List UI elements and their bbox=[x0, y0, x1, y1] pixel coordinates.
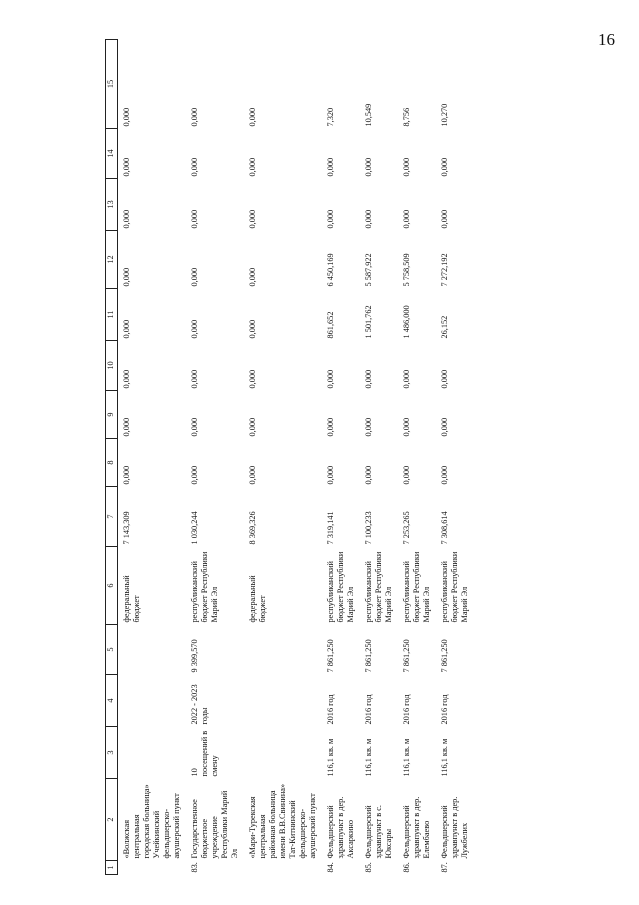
table-cell-c4: 2016 год bbox=[440, 694, 449, 725]
table-cell-n: 84. bbox=[326, 862, 335, 873]
table-cell-c5: 7 861,250 bbox=[364, 639, 373, 673]
table-cell-c10: 0,000 bbox=[326, 369, 335, 389]
table-cell-n: 83. bbox=[190, 862, 199, 873]
table-row bbox=[398, 40, 436, 875]
table-cell-c5 bbox=[244, 625, 322, 675]
table-cell-c6: республиканский бюджет Республики Марий Эл bbox=[402, 551, 431, 623]
table-cell-c12: 5 758,509 bbox=[402, 253, 411, 287]
table-cell-c8: 0,000 bbox=[190, 465, 199, 485]
table-cell-c5: 9 399,570 bbox=[190, 639, 199, 673]
table-cell-c14: 0,000 bbox=[364, 157, 373, 177]
page-number: 16 bbox=[598, 30, 615, 49]
table-cell-c13: 0,000 bbox=[190, 209, 199, 229]
table-row bbox=[186, 40, 244, 875]
table-cell-name: Фельдшерский здравпункт в дер. Елембаево bbox=[402, 796, 431, 859]
table-cell-c4: 2016 год bbox=[326, 694, 335, 725]
col-header: 12 bbox=[106, 231, 118, 289]
table-cell-c13: 0,000 bbox=[364, 209, 373, 229]
table-cell-c15: 0,000 bbox=[122, 107, 131, 127]
col-header: 9 bbox=[106, 391, 118, 439]
table-cell-c3: 116,1 кв. м bbox=[402, 738, 411, 777]
col-header: 10 bbox=[106, 341, 118, 391]
col-header: 11 bbox=[106, 289, 118, 341]
table-cell-name: Фельдшерский здравпункт в дер. Лужбелих bbox=[440, 796, 469, 859]
table-cell-c4 bbox=[244, 675, 322, 727]
table-cell-c7: 7 143,309 bbox=[122, 511, 131, 545]
table-cell-n: 87. bbox=[440, 862, 449, 873]
table-cell-c3 bbox=[244, 727, 322, 779]
table-cell-c10: 0,000 bbox=[402, 369, 411, 389]
table-cell-name: «Мари-Турекская центральная районная больница имени В.В.Свинина» Тат-Китнинский фельдшерско-акушерский пункт bbox=[248, 783, 317, 859]
table-cell-c3: 116,1 кв. м bbox=[326, 738, 335, 777]
table-cell-c9: 0,000 bbox=[402, 417, 411, 437]
table-row bbox=[436, 40, 474, 875]
table-cell-c4 bbox=[118, 675, 187, 727]
table-cell-c4: 2016 год bbox=[364, 694, 373, 725]
col-header: 6 bbox=[106, 547, 118, 625]
table-cell-c13: 0,000 bbox=[326, 209, 335, 229]
table-cell-c12: 6 450,169 bbox=[326, 253, 335, 287]
table-cell-c15: 10,270 bbox=[440, 103, 449, 127]
col-header: 2 bbox=[106, 779, 118, 861]
table-row bbox=[118, 40, 187, 875]
rotated-table-container bbox=[105, 40, 535, 875]
table-cell-c8: 0,000 bbox=[326, 465, 335, 485]
table-cell-name: «Волжская центральная городская больница» Учейкинский фельдшерско-акушерский пункт bbox=[122, 784, 181, 859]
table-cell-c7: 7 308,614 bbox=[440, 511, 449, 545]
table-row bbox=[244, 40, 322, 875]
table-cell-c13: 0,000 bbox=[440, 209, 449, 229]
table-cell-c10: 0,000 bbox=[440, 369, 449, 389]
table-cell-c5 bbox=[118, 625, 187, 675]
table-cell-c13: 0,000 bbox=[402, 209, 411, 229]
table-cell-c12: 0,000 bbox=[122, 267, 131, 287]
table-cell-c5: 7 861,250 bbox=[440, 639, 449, 673]
table-cell-c10: 0,000 bbox=[122, 369, 131, 389]
table-cell-c12: 7 272,192 bbox=[440, 253, 449, 287]
table-cell-c7: 1 030,244 bbox=[190, 511, 199, 545]
table-cell-c11: 1 486,000 bbox=[402, 305, 411, 339]
table-row bbox=[322, 40, 360, 875]
table-cell-n bbox=[244, 861, 322, 875]
table-cell-c5: 7 861,250 bbox=[326, 639, 335, 673]
table-cell-c3: 116,1 кв. м bbox=[440, 738, 449, 777]
table-cell-c7: 8 369,326 bbox=[248, 511, 257, 545]
table-cell-c6: федеральный бюджет bbox=[248, 575, 267, 623]
table-cell-name: Фельдшерский здравпункт в дер. Аксаркино bbox=[326, 796, 355, 859]
table-cell-c9: 0,000 bbox=[364, 417, 373, 437]
table-cell-c14: 0,000 bbox=[402, 157, 411, 177]
budget-table bbox=[105, 39, 474, 875]
table-cell-c9: 0,000 bbox=[248, 417, 257, 437]
table-cell-c13: 0,000 bbox=[248, 209, 257, 229]
table-cell-c11: 0,000 bbox=[248, 319, 257, 339]
table-cell-c11: 0,000 bbox=[122, 319, 131, 339]
table-cell-c15: 0,000 bbox=[248, 107, 257, 127]
table-cell-c12: 5 587,922 bbox=[364, 253, 373, 287]
table-cell-name: Фельдшерский здравпункт в с. Юксары bbox=[364, 805, 393, 859]
table-cell-c8: 0,000 bbox=[364, 465, 373, 485]
table-cell-c4: 2016 год bbox=[402, 694, 411, 725]
table-cell-c3: 10 посещений в смену bbox=[190, 730, 219, 777]
table-cell-c14: 0,000 bbox=[190, 157, 199, 177]
table-cell-c9: 0,000 bbox=[440, 417, 449, 437]
table-cell-c15: 7,320 bbox=[326, 107, 335, 127]
table-cell-c6: республиканский бюджет Республики Марий Эл bbox=[326, 551, 355, 623]
table-cell-c14: 0,000 bbox=[248, 157, 257, 177]
table-cell-c11: 26,152 bbox=[440, 315, 449, 339]
table-cell-c6: республиканский бюджет Республики Марий Эл bbox=[440, 551, 469, 623]
table-cell-c7: 7 100,233 bbox=[364, 511, 373, 545]
table-cell-c9: 0,000 bbox=[326, 417, 335, 437]
table-cell-c15: 8,756 bbox=[402, 107, 411, 127]
table-cell-c14: 0,000 bbox=[326, 157, 335, 177]
table-cell-name: Государственное бюджетное учреждение Республики Марий Эл bbox=[190, 790, 239, 859]
col-header: 8 bbox=[106, 439, 118, 487]
col-header: 4 bbox=[106, 675, 118, 727]
header-row bbox=[106, 40, 118, 875]
table-cell-c15: 0,000 bbox=[190, 107, 199, 127]
col-header: 13 bbox=[106, 179, 118, 231]
table-cell-n: 85. bbox=[364, 862, 373, 873]
table-cell-c8: 0,000 bbox=[248, 465, 257, 485]
col-header: 14 bbox=[106, 129, 118, 179]
table-cell-c12: 0,000 bbox=[248, 267, 257, 287]
table-cell-c9: 0,000 bbox=[190, 417, 199, 437]
table-cell-c7: 7 319,141 bbox=[326, 511, 335, 545]
table-cell-c8: 0,000 bbox=[122, 465, 131, 485]
table-cell-c3 bbox=[118, 727, 187, 779]
table-cell-c11: 1 501,762 bbox=[364, 305, 373, 339]
table-cell-c10: 0,000 bbox=[248, 369, 257, 389]
table-cell-c3: 116,1 кв. м bbox=[364, 738, 373, 777]
table-cell-c11: 861,652 bbox=[326, 311, 335, 339]
table-cell-c10: 0,000 bbox=[364, 369, 373, 389]
table-cell-c14: 0,000 bbox=[440, 157, 449, 177]
table-cell-n bbox=[118, 861, 187, 875]
table-cell-c5: 7 861,250 bbox=[402, 639, 411, 673]
table-cell-n: 86. bbox=[402, 862, 411, 873]
table-cell-c10: 0,000 bbox=[190, 369, 199, 389]
col-header: 3 bbox=[106, 727, 118, 779]
col-header: 1 bbox=[106, 861, 118, 875]
table-cell-c15: 10,549 bbox=[364, 103, 373, 127]
table-cell-c6: республиканский бюджет Республики Марий Эл bbox=[190, 551, 219, 623]
table-cell-c14: 0,000 bbox=[122, 157, 131, 177]
table-row bbox=[360, 40, 398, 875]
table-cell-c4: 2022 - 2023 годы bbox=[190, 684, 209, 725]
table-cell-c13: 0,000 bbox=[122, 209, 131, 229]
table-cell-c8: 0,000 bbox=[440, 465, 449, 485]
table-cell-c7: 7 253,265 bbox=[402, 511, 411, 545]
table-cell-c9: 0,000 bbox=[122, 417, 131, 437]
table-cell-c8: 0,000 bbox=[402, 465, 411, 485]
table-cell-c12: 0,000 bbox=[190, 267, 199, 287]
table-cell-c11: 0,000 bbox=[190, 319, 199, 339]
table-cell-c6: федеральный бюджет bbox=[122, 575, 141, 623]
col-header: 7 bbox=[106, 487, 118, 547]
col-header: 5 bbox=[106, 625, 118, 675]
col-header: 15 bbox=[106, 40, 118, 129]
table-cell-c6: республиканский бюджет Республики Марий Эл bbox=[364, 551, 393, 623]
